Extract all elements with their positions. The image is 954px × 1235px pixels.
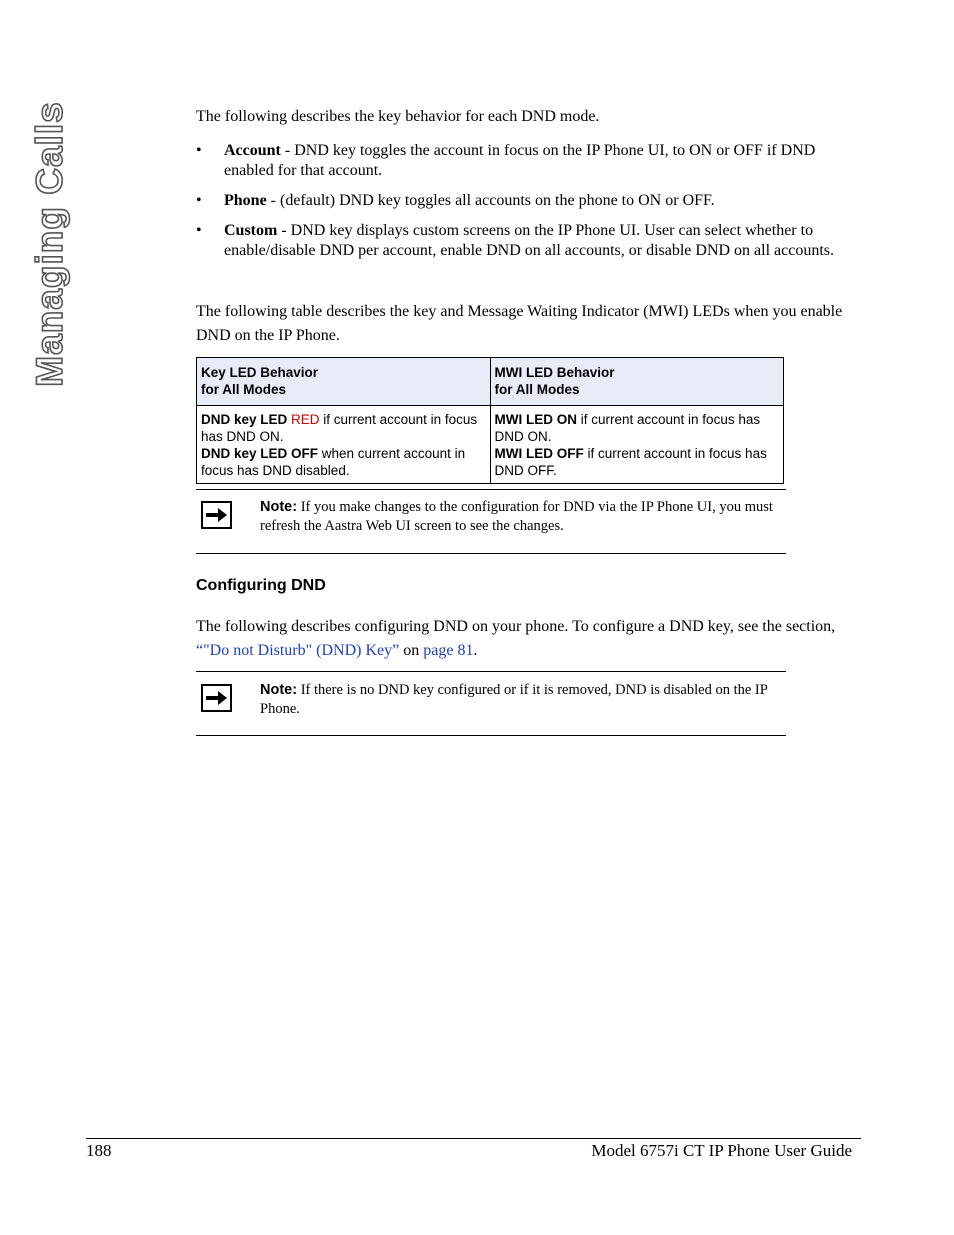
bullet-text: - (default) DND key toggles all accounts on the phone to ON or OFF. (266, 192, 715, 209)
header-mwi-led: MWI LED Behavior for All Modes (490, 358, 784, 406)
bullet-term: Account (224, 142, 281, 159)
chapter-side-tab (22, 101, 78, 387)
cell-mwi-led: MWI LED ON if current account in focus has DND ON. MWI LED OFF if current account in focus has DND OFF. (490, 406, 784, 484)
bullet-dot: • (196, 142, 202, 159)
bullet-text: - DND key toggles the account in focus on the IP Phone UI, to ON or OFF if DND enabled for that account. (224, 142, 816, 179)
header-key-led: Key LED Behavior for All Modes (197, 358, 491, 406)
note-top-rule (196, 671, 786, 672)
arrow-right-icon (201, 684, 232, 712)
guide-title: Model 6757i CT IP Phone User Guide (591, 1141, 852, 1160)
led-behavior-table (196, 357, 784, 484)
config-paragraph: The following describes configuring DND on your phone. To configure a DND key, see the section, “"Do not Disturb" (DND) Key” on page 81. (196, 618, 836, 659)
chapter-title: Managing Calls (29, 101, 70, 387)
bullet-term: Phone (224, 192, 267, 209)
cell-key-led: DND key LED RED if current account in focus has DND ON. DND key LED OFF when current account in focus has DND disabled. (197, 406, 491, 484)
red-word: RED (291, 412, 320, 427)
intro-paragraph: The following describes the key behavior for each DND mode. (196, 108, 600, 125)
note-refresh: Note: If you make changes to the configuration for DND via the IP Phone UI, you must refresh the Aastra Web UI screen to see the changes. (260, 499, 773, 534)
note-bottom-rule (196, 553, 786, 554)
note-bottom-rule (196, 735, 786, 736)
table-row (197, 406, 784, 484)
note-top-rule (196, 489, 786, 490)
table-intro-paragraph: The following table describes the key and Message Waiting Indicator (MWI) LEDs when you enable DND on the IP Phone. (196, 303, 843, 344)
bullet-term: Custom (224, 222, 278, 239)
note-no-key: Note: If there is no DND key configured or if it is removed, DND is disabled on the IP Phone. (260, 682, 768, 717)
table-header-row (197, 358, 784, 406)
footer-rule (86, 1138, 861, 1139)
bullet-dot: • (196, 222, 202, 239)
page-81-link[interactable]: page 81 (423, 642, 474, 659)
bullet-text: - DND key displays custom screens on the IP Phone UI. User can select whether to enable/disable DND per account, enable DND on all accounts, or disable DND on all accounts. (224, 222, 835, 259)
page-number: 188 (86, 1141, 112, 1160)
arrow-right-icon (201, 501, 232, 529)
bullet-dot: • (196, 192, 202, 209)
dnd-key-link[interactable]: “"Do not Disturb" (DND) Key” (196, 642, 400, 659)
section-heading: Configuring DND (196, 577, 326, 594)
